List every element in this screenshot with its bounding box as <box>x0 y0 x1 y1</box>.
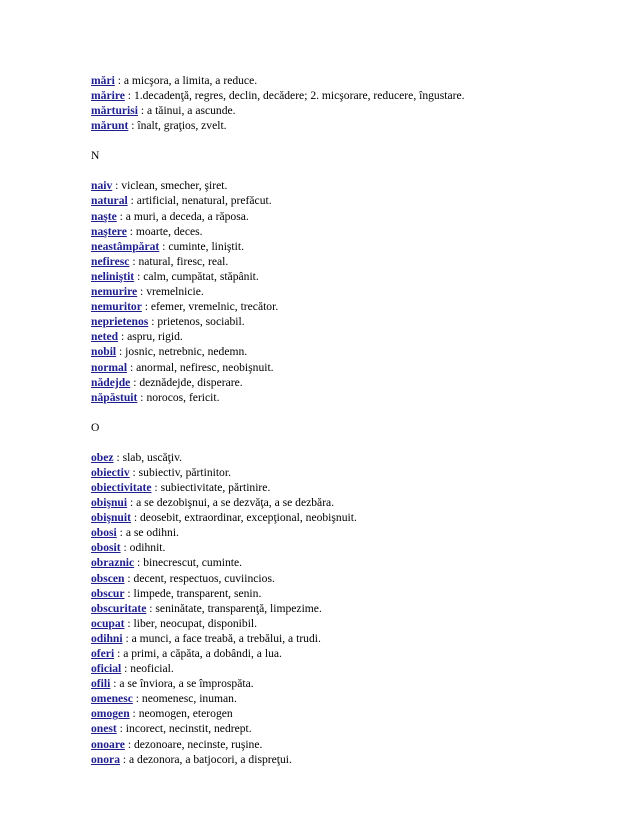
entry-term-link[interactable]: obraznic <box>91 556 135 570</box>
entry-definition: norocos, fericit. <box>146 390 220 404</box>
entry-definition: incorect, necinstit, nedrept. <box>125 722 252 736</box>
entry-separator: : <box>124 571 134 585</box>
entry-term-link[interactable]: năpăstuit <box>91 390 138 404</box>
entry-separator: : <box>141 300 151 314</box>
entry-separator: : <box>121 662 131 676</box>
entry-term-link[interactable]: obişnui <box>91 496 128 510</box>
entry-definition: a munci, a face treabă, a trebălui, a trudi. <box>131 631 321 645</box>
section-o <box>91 405 611 767</box>
dictionary-entry <box>91 555 611 570</box>
entry-separator: : <box>148 315 158 329</box>
entry-term-link[interactable]: obişnuit <box>91 511 131 525</box>
dictionary-entry <box>91 646 611 661</box>
entry-term-link[interactable]: obscen <box>91 571 125 585</box>
dictionary-entry <box>91 73 611 88</box>
entry-separator: : <box>116 722 126 736</box>
entry-separator: : <box>127 194 137 208</box>
blank-line <box>91 163 611 178</box>
entry-term-link[interactable]: nobil <box>91 345 117 359</box>
entry-separator: : <box>159 239 169 253</box>
dictionary-entry <box>91 721 611 736</box>
entry-term-link[interactable]: neted <box>91 330 119 344</box>
entry-definition: moarte, deces. <box>135 224 203 238</box>
dictionary-entry <box>91 752 611 767</box>
dictionary-entry <box>91 510 611 525</box>
entry-separator: : <box>124 89 134 103</box>
entry-term-link[interactable]: ofili <box>91 677 111 691</box>
entry-definition: seninătate, transparenţă, limpezime. <box>155 601 322 615</box>
entry-separator: : <box>127 496 137 510</box>
entry-separator: : <box>124 586 134 600</box>
entry-term-link[interactable]: neastâmpărat <box>91 239 160 253</box>
dictionary-entry <box>91 631 611 646</box>
entry-term-link[interactable]: obosit <box>91 541 121 555</box>
dictionary-entry <box>91 450 611 465</box>
entry-term-link[interactable]: obscuritate <box>91 601 147 615</box>
entry-definition: artificial, nenatural, prefăcut. <box>136 194 272 208</box>
dictionary-entry <box>91 571 611 586</box>
entry-definition: odihnit. <box>129 541 166 555</box>
dictionary-entry <box>91 178 611 193</box>
entry-term-link[interactable]: neprietenos <box>91 315 149 329</box>
section-letter-heading: O <box>91 420 100 434</box>
entry-term-link[interactable]: odihni <box>91 631 123 645</box>
dictionary-entry <box>91 540 611 555</box>
entry-term-link[interactable]: onoare <box>91 737 125 751</box>
entry-definition: decent, respectuos, cuviincios. <box>133 571 275 585</box>
entry-definition: anormal, nefiresc, neobişnuit. <box>136 360 274 374</box>
dictionary-entry <box>91 375 611 390</box>
blank-line <box>91 133 611 148</box>
entry-definition: neomogen, eterogen <box>138 707 233 721</box>
entry-term-link[interactable]: obiectiv <box>91 465 130 479</box>
dictionary-entry <box>91 299 611 314</box>
entry-term-link[interactable]: normal <box>91 360 128 374</box>
dictionary-entry <box>91 601 611 616</box>
entry-separator: : <box>146 601 156 615</box>
entry-term-link[interactable]: nefiresc <box>91 254 130 268</box>
entry-term-link[interactable]: naşte <box>91 209 117 223</box>
entry-definition: a muri, a deceda, a răposa. <box>125 209 249 223</box>
blank-line <box>91 435 611 450</box>
entry-definition: neomenesc, inuman. <box>141 692 237 706</box>
entry-term-link[interactable]: naştere <box>91 224 127 238</box>
entry-separator: : <box>124 737 134 751</box>
entry-definition: înalt, graţios, zvelt. <box>137 119 227 133</box>
entry-term-link[interactable]: mări <box>91 74 115 87</box>
entry-term-link[interactable]: oferi <box>91 647 115 660</box>
entry-separator: : <box>118 330 128 344</box>
entry-definition: neoficial. <box>130 662 174 676</box>
entry-term-link[interactable]: neliniştit <box>91 269 135 283</box>
entry-definition: prietenos, sociabil. <box>157 315 245 329</box>
entry-separator: : <box>110 677 120 691</box>
entry-definition: deznădejde, disperare. <box>139 375 243 389</box>
dictionary-entry <box>91 465 611 480</box>
dictionary-entry <box>91 691 611 706</box>
entry-separator: : <box>129 254 139 268</box>
dictionary-entry <box>91 88 611 103</box>
entry-term-link[interactable]: omogen <box>91 707 130 721</box>
dictionary-entry <box>91 344 611 359</box>
dictionary-entry <box>91 118 611 133</box>
dictionary-entry <box>91 284 611 299</box>
entry-definition: dezonoare, necinste, ruşine. <box>133 737 263 751</box>
dictionary-entry <box>91 661 611 676</box>
entry-term-link[interactable]: ocupat <box>91 616 125 630</box>
entry-separator: : <box>116 526 126 540</box>
dictionary-entry <box>91 737 611 752</box>
entry-definition: a se înviora, a se împrospăta. <box>119 677 254 691</box>
dictionary-page <box>91 73 611 767</box>
dictionary-entry <box>91 103 611 118</box>
dictionary-entry <box>91 269 611 284</box>
entry-definition: binecrescut, cuminte. <box>143 556 243 570</box>
entry-term-link[interactable]: nemuritor <box>91 300 142 314</box>
entry-definition: efemer, vremelnic, trecător. <box>150 300 279 314</box>
entry-separator: : <box>138 104 148 118</box>
entry-term-link[interactable]: obscur <box>91 586 125 600</box>
entry-separator: : <box>130 375 140 389</box>
section-n <box>91 133 611 404</box>
entry-definition: viclean, smecher, şiret. <box>121 179 228 193</box>
entry-definition: a tăinui, a ascunde. <box>147 104 236 118</box>
entry-definition: calm, cumpătat, stăpânit. <box>143 269 259 283</box>
entry-definition: josnic, netrebnic, nedemn. <box>125 345 248 359</box>
entry-separator: : <box>114 74 124 87</box>
entry-definition: 1.decadenţă, regres, declin, decădere; 2. micşorare, reducere, îngustare. <box>133 89 465 103</box>
dictionary-entry <box>91 616 611 631</box>
dictionary-entry <box>91 224 611 239</box>
entry-definition: liber, neocupat, disponibil. <box>133 616 258 630</box>
entry-definition: vremelnicie. <box>146 285 204 299</box>
entry-term-link[interactable]: nădejde <box>91 375 131 389</box>
entry-definition: a se dezobişnui, a se dezvăţa, a se dezbăra. <box>136 496 335 510</box>
entry-term-link[interactable]: oficial <box>91 662 122 676</box>
entry-definition: slab, uscăţiv. <box>122 450 183 464</box>
entry-separator: : <box>113 450 123 464</box>
dictionary-entry <box>91 254 611 269</box>
dictionary-entry <box>91 480 611 495</box>
entry-separator: : <box>116 209 126 223</box>
entry-term-link[interactable]: obosi <box>91 526 117 540</box>
dictionary-entry <box>91 525 611 540</box>
entry-term-link[interactable]: onest <box>91 722 117 736</box>
entry-term-link[interactable]: mărunt <box>91 119 129 133</box>
entry-definition: a dezonora, a batjocori, a dispreţui. <box>129 752 292 766</box>
entry-separator: : <box>134 269 144 283</box>
entry-separator: : <box>129 465 139 479</box>
dictionary-entry <box>91 706 611 721</box>
entry-separator: : <box>130 511 140 525</box>
entry-separator: : <box>120 541 130 555</box>
entry-definition: deosebit, extraordinar, excepţional, neobişnuit. <box>140 511 357 525</box>
entry-separator: : <box>128 119 138 133</box>
dictionary-entry <box>91 329 611 344</box>
blank-line <box>91 405 611 420</box>
dictionary-entry <box>91 676 611 691</box>
entry-definition: limpede, transparent, senin. <box>133 586 262 600</box>
dictionary-entry <box>91 209 611 224</box>
entry-separator: : <box>124 616 134 630</box>
entry-definition: subiectiv, părtinitor. <box>138 465 231 479</box>
entry-term-link[interactable]: omenesc <box>91 692 133 706</box>
entry-definition: a se odihni. <box>125 526 179 540</box>
entry-term-link[interactable]: obiectivitate <box>91 480 152 494</box>
entry-definition: cuminte, liniştit. <box>168 239 244 253</box>
entry-term-link[interactable]: obez <box>91 450 114 464</box>
entry-separator: : <box>129 707 139 721</box>
entry-term-link[interactable]: mărire <box>91 89 125 103</box>
entry-term-link[interactable]: mărturisi <box>91 104 139 118</box>
dictionary-entry <box>91 239 611 254</box>
entry-separator: : <box>114 647 124 660</box>
entry-separator: : <box>122 631 132 645</box>
entry-definition: natural, firesc, real. <box>138 254 229 268</box>
entry-separator: : <box>137 390 147 404</box>
entry-definition: a micşora, a limita, a reduce. <box>123 74 258 87</box>
dictionary-entry <box>91 360 611 375</box>
entry-definition: subiectivitate, părtinire. <box>160 480 271 494</box>
entry-term-link[interactable]: onora <box>91 752 120 766</box>
entry-separator: : <box>137 285 147 299</box>
entry-separator: : <box>112 179 122 193</box>
section-m <box>91 73 611 133</box>
entry-separator: : <box>132 692 142 706</box>
entry-definition: aspru, rigid. <box>127 330 183 344</box>
entry-separator: : <box>116 345 126 359</box>
entry-separator: : <box>127 360 137 374</box>
dictionary-entry <box>91 314 611 329</box>
dictionary-entry <box>91 193 611 208</box>
entry-separator: : <box>119 752 130 766</box>
entry-separator: : <box>151 480 161 494</box>
entry-term-link[interactable]: nemurire <box>91 285 138 299</box>
dictionary-entry <box>91 495 611 510</box>
entry-definition: a primi, a căpăta, a dobândi, a lua. <box>123 647 282 660</box>
entry-separator: : <box>126 224 136 238</box>
entry-separator: : <box>134 556 144 570</box>
dictionary-entry <box>91 586 611 601</box>
section-letter-heading: N <box>91 149 100 163</box>
entry-term-link[interactable]: naiv <box>91 179 113 193</box>
entry-term-link[interactable]: natural <box>91 194 128 208</box>
dictionary-entry <box>91 390 611 405</box>
